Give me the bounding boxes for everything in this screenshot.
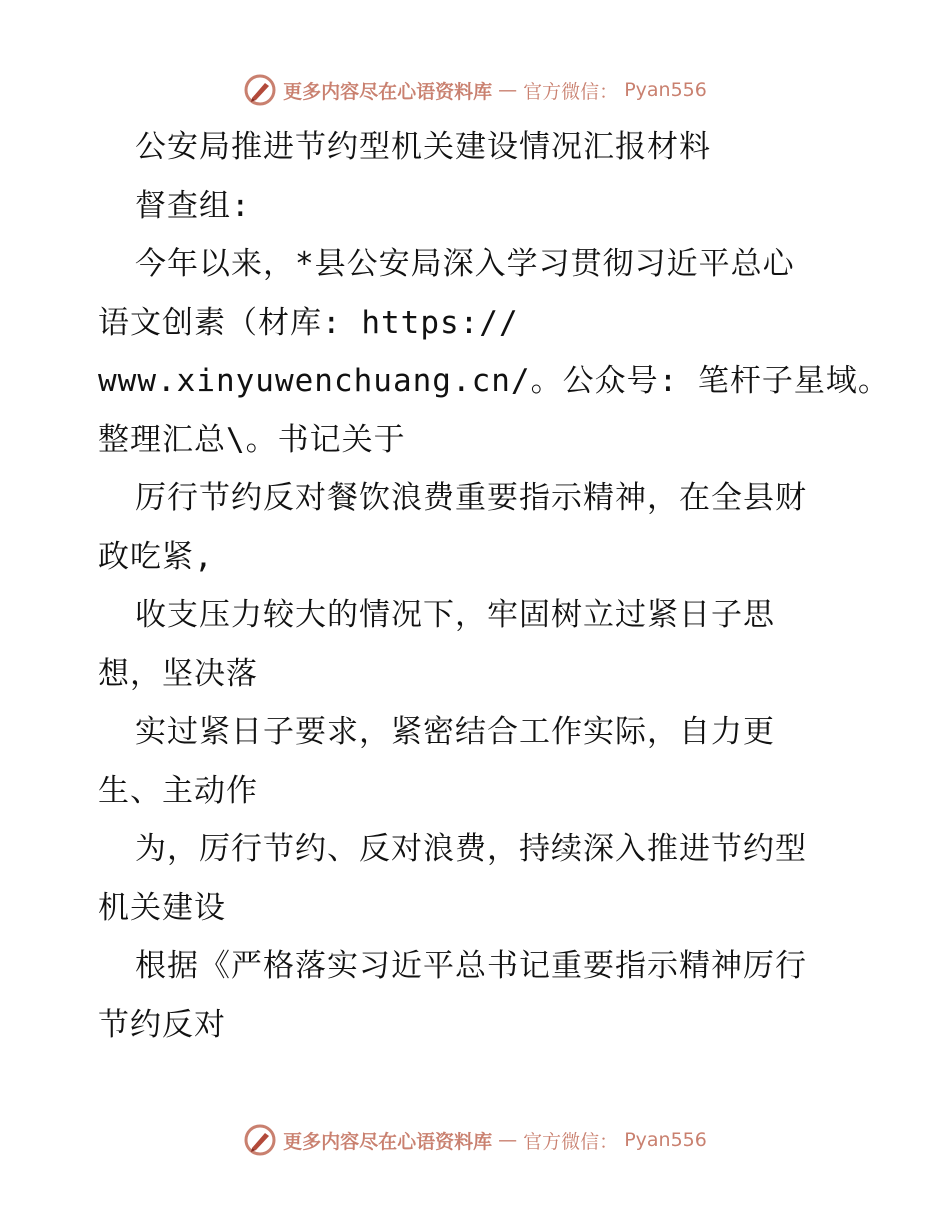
document-line: 实过紧日子要求，紧密结合工作实际，自力更	[135, 714, 775, 750]
pen-nib-logo-icon	[243, 73, 277, 107]
document-line: 为，厉行节约、反对浪费，持续深入推进节约型	[135, 831, 807, 867]
document-body	[98, 118, 890, 1054]
document-line: 厉行节约反对餐饮浪费重要指示精神，在全县财	[135, 480, 807, 516]
banner-separator: —	[498, 1129, 518, 1151]
document-line: 生、主动作	[98, 772, 258, 809]
document-line: 根据《严格落实习近平总书记重要指示精神厉行	[135, 948, 807, 984]
document-line: 政吃紧,	[98, 538, 214, 575]
pen-nib-logo-icon	[243, 1123, 277, 1157]
document-line: 机关建设	[98, 889, 226, 926]
banner-wechat-id: Pyan556	[624, 79, 707, 101]
banner-separator: —	[498, 79, 518, 101]
banner-wechat-label: 官方微信：	[523, 80, 619, 103]
document-line: 督查组:	[135, 187, 251, 224]
banner-wechat-id: Pyan556	[624, 1129, 707, 1151]
document-line: 语文创素（材库: https://	[98, 304, 519, 341]
document-line: 今年以来，*县公安局深入学习贯彻习近平总心	[135, 246, 795, 282]
document-line: 整理汇总\。书记关于	[98, 421, 406, 458]
header-watermark-banner	[0, 70, 950, 110]
banner-wechat-label: 官方微信：	[523, 1130, 619, 1153]
document-line: www.xinyuwenchuang.cn/。公众号: 笔杆子星域。	[98, 363, 890, 399]
document-title: 公安局推进节约型机关建设情况汇报材料	[135, 129, 711, 165]
document-line: 节约反对	[98, 1006, 226, 1043]
footer-watermark-banner	[0, 1120, 950, 1160]
document-line: 想，坚决落	[98, 655, 258, 692]
banner-main-text: 更多内容尽在心语资料库	[283, 1130, 493, 1153]
document-line: 收支压力较大的情况下，牢固树立过紧日子思	[135, 597, 775, 633]
banner-main-text: 更多内容尽在心语资料库	[283, 80, 493, 103]
